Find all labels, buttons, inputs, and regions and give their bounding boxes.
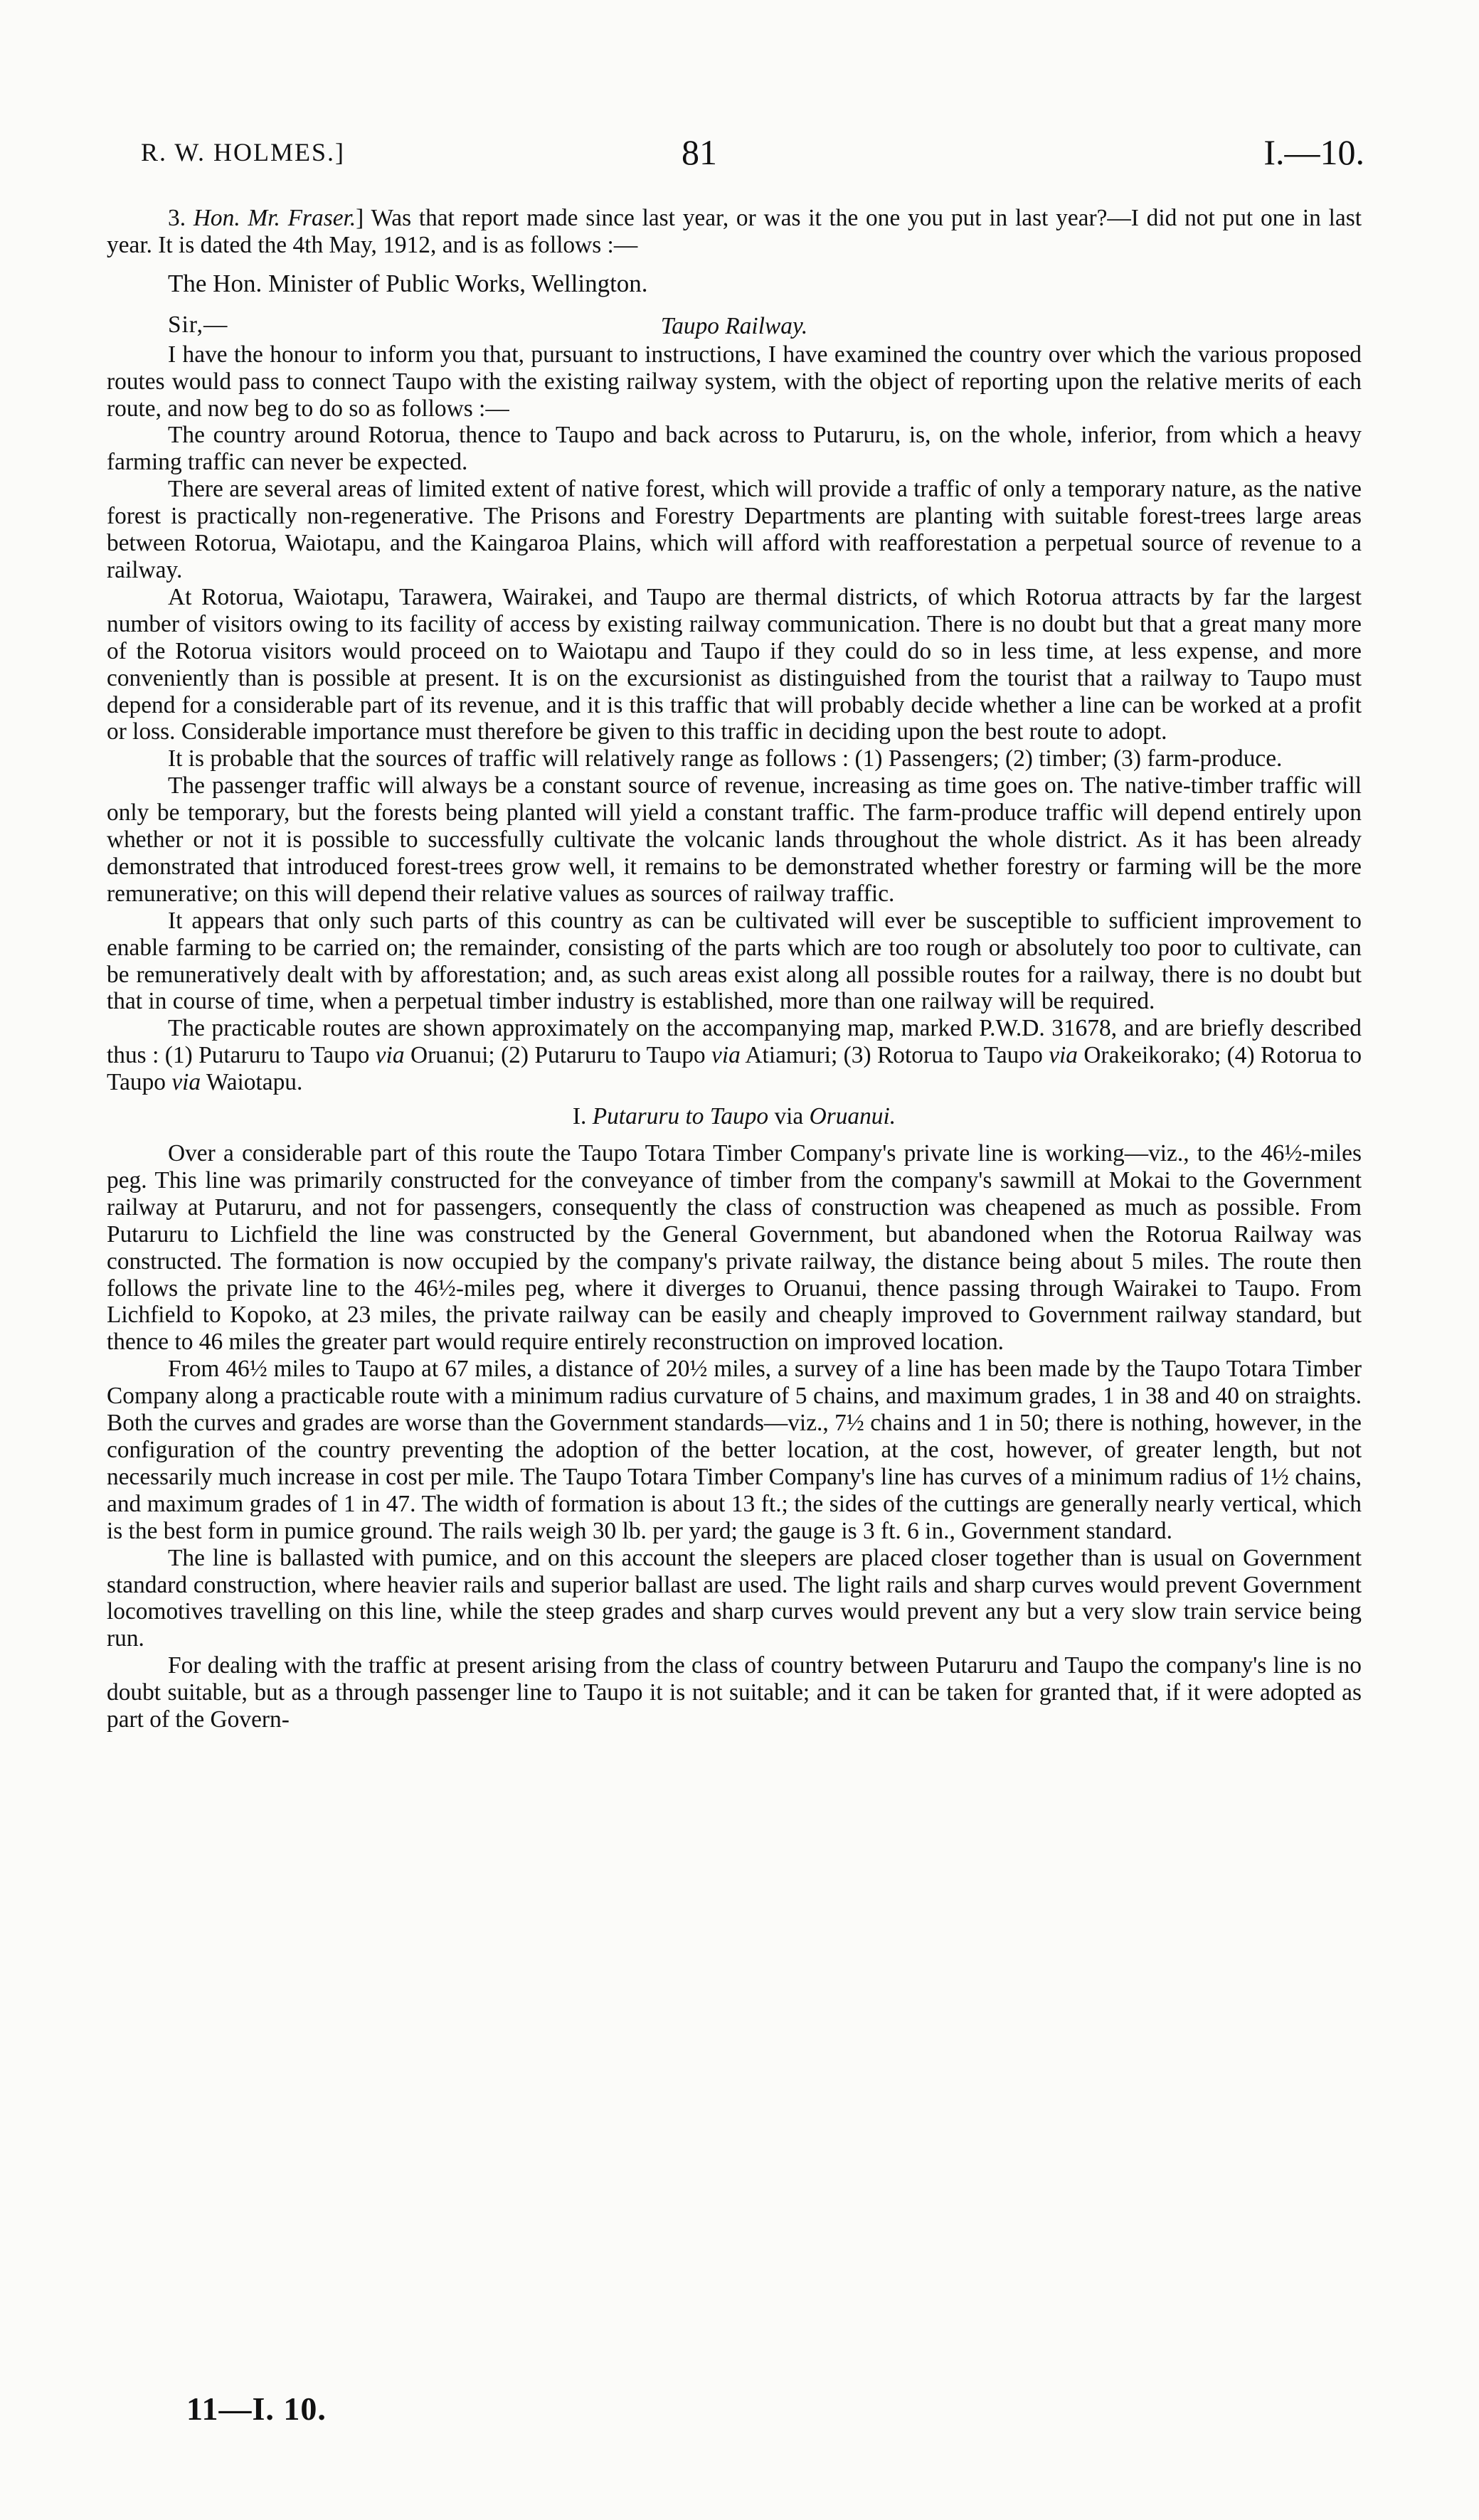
paragraph: I have the honour to inform you that, pursuant to instructions, I have examined the country over which the various proposed routes would pass to connect Taupo with the existing railway system, with the object of reporting upon the relative merits of each route, and now beg to do so as follows :— bbox=[107, 341, 1362, 422]
section-number: I. bbox=[572, 1103, 593, 1130]
routes-text: Oruanui; (2) Putaruru to Taupo bbox=[404, 1042, 712, 1069]
speaker-name: Hon. Mr. Fraser. bbox=[193, 205, 356, 231]
paragraph: Over a considerable part of this route the Taupo Totara Timber Company's private line is working—viz., to the 46½-miles peg. This line was primarily constructed for the conveyance of timber from the company's sawmill at Mokai to the Government railway at Putaruru, and not for passengers, consequently the class of construction was cheapened as much as possible. From Putaruru to Lichfield the line was constructed by the General Government, but abandoned when the Rotorua Railway was constructed. The formation is now occupied by the company's private railway, the distance being about 5 miles. The route then follows the private line to the 46½-miles peg, where it diverges to Oruanui, thence passing through Wairakei to Taupo. From Lichfield to Kopoko, at 23 miles, the private railway can be easily and cheaply improved to Government railway standard, but thence to 46 miles the greater part would require entirely reconstruction on improved location. bbox=[107, 1140, 1362, 1356]
page-number: 81 bbox=[682, 132, 717, 172]
paragraph: There are several areas of limited extent of native forest, which will provide a traffic of only a temporary nature, as the native forest is practically non-regenerative. The Prisons and Forestry Departments are planting with suitable forest-trees large areas between Rotorua, Waiotapu, and the Kaingaroa Plains, which will afford with reafforestation a perpetual source of revenue to a railway. bbox=[107, 476, 1362, 583]
paragraph: From 46½ miles to Taupo at 67 miles, a distance of 20½ miles, a survey of a line has been made by the Taupo Totara Timber Company along a practicable route with a minimum radius curvature of 5 chains, and maximum grades, 1 in 38 and 40 on straights. Both the curves and grades are worse than the Government standards—viz., 7½ chains and 1 in 50; there is nothing, however, in the configuration of the country preventing the adoption of the better location, at the cost, however, of greater length, but not necessarily much increase in cost per mile. The Taupo Totara Timber Company's line has curves of a minimum radius of 1½ chains, and maximum grades of 1 in 47. The width of formation is about 13 ft.; the sides of the cuttings are generally nearly vertical, which is the best form in pumice ground. The rails weigh 30 lb. per yard; the gauge is 3 ft. 6 in., Government standard. bbox=[107, 1356, 1362, 1544]
section-via: via bbox=[768, 1103, 810, 1130]
routes-text: The practicable routes are shown approximately on the accompanying map, marked P.W.D. 31678, and are briefly described thus : (1) Putaruru to Taupo bbox=[107, 1015, 1362, 1069]
page-footer-signature: 11—I. 10. bbox=[186, 2391, 327, 2427]
paragraph: The passenger traffic will always be a constant source of revenue, increasing as time goes on. The native-timber traffic will only be temporary, but the forests being planted will yield a constant traffic. The farm-produce traffic will depend entirely upon whether or not it is possible to successfully cultivate the volcanic lands throughout the whole district. As it has been already demonstrated that introduced forest-trees grow well, it remains to be demonstrated whether forestry or farming will be the more remunerative; on this will depend their relative values as sources of railway traffic. bbox=[107, 772, 1362, 907]
intro-text: ] Was that report made since last year, or was it the one you put in last year?—I did not put one in last year. It is dated the 4th May, 1912, and is as follows :— bbox=[107, 205, 1362, 258]
via-word: via bbox=[1049, 1042, 1078, 1069]
routes-text: Orakeikorako; (4) Rotorua to Taupo bbox=[107, 1042, 1362, 1096]
salutation: Sir,— bbox=[168, 311, 228, 338]
routes-paragraph bbox=[107, 1015, 1362, 1096]
routes-text: Atiamuri; (3) Rotorua to Taupo bbox=[740, 1042, 1049, 1069]
page-header bbox=[141, 132, 1364, 174]
letter-title: Taupo Railway. bbox=[660, 312, 808, 339]
paragraph: It is probable that the sources of traffic will relatively range as follows : (1) Passengers; (2) timber; (3) farm-produce. bbox=[168, 745, 1283, 772]
section-place: Oruanui. bbox=[809, 1103, 896, 1130]
paragraph: It appears that only such parts of this country as can be cultivated will ever be susceptible to sufficient improvement to enable farming to be carried on; the remainder, consisting of the parts which are too rough or absolutely too poor to cultivate, can be remuneratively dealt with by afforestation; and, as such areas exist along all possible routes for a railway, there is no doubt but that in course of time, when a perpetual timber industry is established, more than one railway will be required. bbox=[107, 907, 1362, 1015]
paragraph: The country around Rotorua, thence to Taupo and back across to Putaruru, is, on the whole, inferior, from which a heavy farming traffic can never be expected. bbox=[107, 422, 1362, 476]
document-body bbox=[107, 205, 1362, 1733]
question-number: 3. bbox=[168, 205, 194, 231]
section-heading bbox=[107, 1103, 1362, 1130]
paragraph: At Rotorua, Waiotapu, Tarawera, Wairakei, and Taupo are thermal districts, of which Rotorua attracts by far the largest number of visitors owing to its facility of access by existing railway communication. There is no doubt but that a great many more of the Rotorua visitors would proceed on to Waiotapu and Taupo if they could do so in less time, at less expense, and more conveniently than is possible at present. It is on the excursionist as distinguished from the tourist that a railway to Taupo must depend for a considerable part of its revenue, and it is this traffic that will probably decide whether a line can be worked at a profit or loss. Considerable importance must therefore be given to this traffic in deciding upon the best route to adopt. bbox=[107, 583, 1362, 745]
intro-paragraph bbox=[107, 205, 1362, 259]
paragraph: For dealing with the traffic at present arising from the class of country between Putaruru and Taupo the company's line is no doubt suitable, but as a through passenger line to Taupo it is not suitable; and it can be taken for granted that, if it were adopted as part of the Govern- bbox=[107, 1652, 1362, 1733]
document-reference: I.—10. bbox=[1263, 132, 1364, 172]
paragraph: The line is ballasted with pumice, and on this account the sleepers are placed closer together than is usual on Government standard construction, where heavier rails and superior ballast are used. The light rails and sharp curves would prevent Government locomotives travelling on this line, while the steep grades and sharp curves would prevent any but a very slow train service being run. bbox=[107, 1544, 1362, 1652]
section-route: Putaruru to Taupo bbox=[592, 1103, 769, 1130]
letter-address: The Hon. Minister of Public Works, Wellington. bbox=[168, 269, 648, 297]
letter-salutation-row bbox=[107, 312, 1362, 340]
via-word: via bbox=[171, 1069, 201, 1096]
routes-text: Waiotapu. bbox=[201, 1069, 303, 1096]
via-word: via bbox=[375, 1042, 405, 1069]
header-author: R. W. HOLMES.] bbox=[141, 138, 346, 166]
via-word: via bbox=[711, 1042, 741, 1069]
